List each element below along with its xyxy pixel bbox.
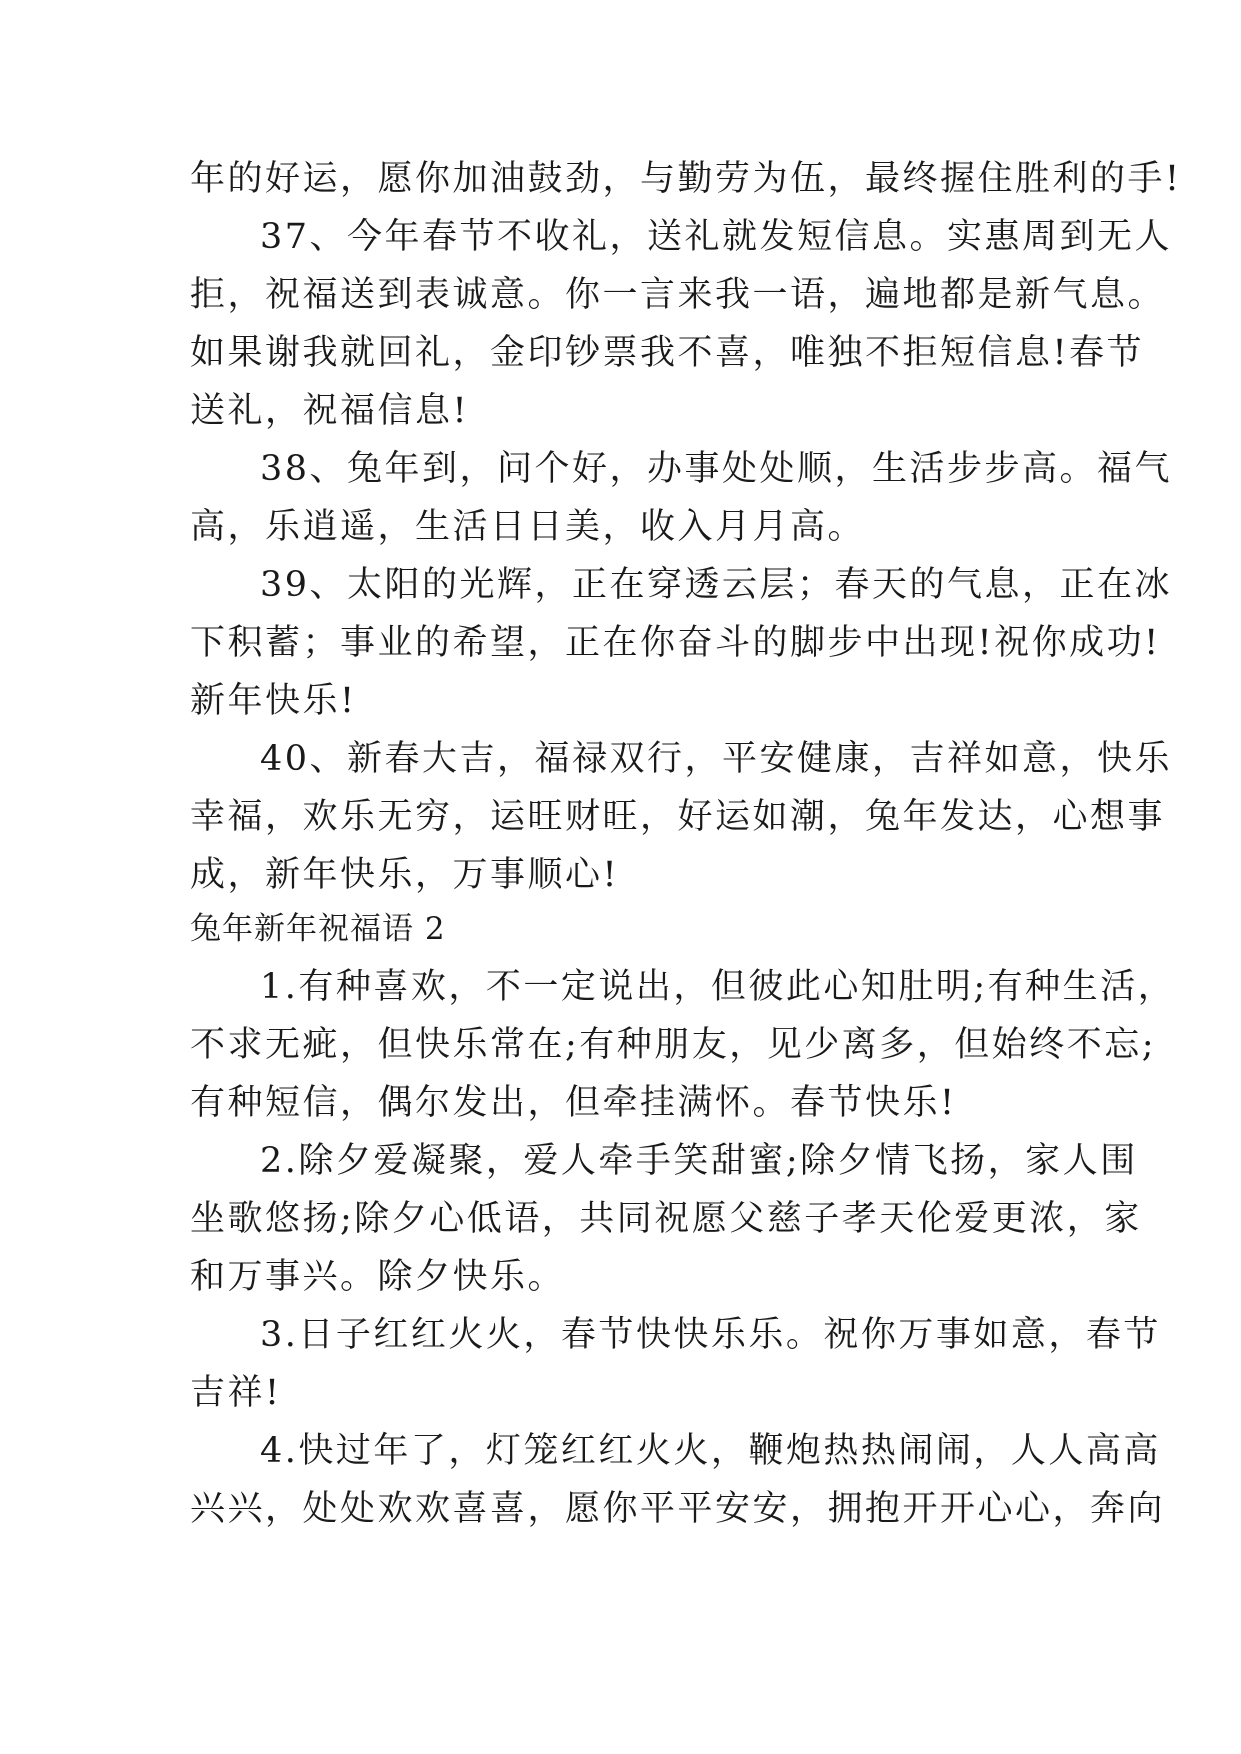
text-line: 年的好运，愿你加油鼓劲，与勤劳为伍，最终握住胜利的手! <box>190 159 1182 199</box>
text-line: 38、兔年到，问个好，办事处处顺，生活步步高。福气 <box>260 449 1173 489</box>
text-line: 吉祥! <box>190 1373 282 1413</box>
text-line: 拒，祝福送到表诚意。你一言来我一语，遍地都是新气息。 <box>190 275 1166 315</box>
text-line: 1.有种喜欢，不一定说出，但彼此心知肚明;有种生活， <box>260 967 1176 1007</box>
text-line: 4.快过年了，灯笼红红火火，鞭炮热热闹闹，人人高高 <box>260 1431 1161 1471</box>
text-line: 不求无疵，但快乐常在;有种朋友，见少离多，但始终不忘; <box>190 1025 1157 1065</box>
text-line: 如果谢我就回礼，金印钞票我不喜，唯独不拒短信息!春节 <box>190 333 1145 373</box>
text-line: 37、今年春节不收礼，送礼就发短信息。实惠周到无人 <box>260 217 1173 257</box>
text-line: 40、新春大吉，福禄双行，平安健康，吉祥如意，快乐 <box>260 739 1173 779</box>
text-line: 新年快乐! <box>190 681 357 721</box>
text-line: 送礼，祝福信息! <box>190 391 470 431</box>
text-line: 和万事兴。除夕快乐。 <box>190 1257 566 1297</box>
text-line: 幸福，欢乐无穷，运旺财旺，好运如潮，兔年发达，心想事 <box>190 797 1166 837</box>
text-line: 坐歌悠扬;除夕心低语，共同祝愿父慈子孝天伦爱更浓，家 <box>190 1199 1142 1239</box>
text-line: 有种短信，偶尔发出，但牵挂满怀。春节快乐! <box>190 1083 957 1123</box>
text-line: 高，乐逍遥，生活日日美，收入月月高。 <box>190 507 866 547</box>
text-line: 2.除夕爱凝聚，爱人牵手笑甜蜜;除夕情飞扬，家人围 <box>260 1141 1138 1181</box>
text-line: 3.日子红红火火，春节快快乐乐。祝你万事如意，春节 <box>260 1315 1161 1355</box>
section-heading: 兔年新年祝福语 2 <box>190 911 446 947</box>
text-line: 成，新年快乐，万事顺心! <box>190 855 620 895</box>
text-line: 39、太阳的光辉，正在穿透云层；春天的气息，正在冰 <box>260 565 1173 605</box>
text-line: 下积蓄；事业的希望，正在你奋斗的脚步中出现!祝你成功! <box>190 623 1161 663</box>
text-line: 兴兴，处处欢欢喜喜，愿你平平安安，拥抱开开心心，奔向 <box>190 1489 1166 1529</box>
